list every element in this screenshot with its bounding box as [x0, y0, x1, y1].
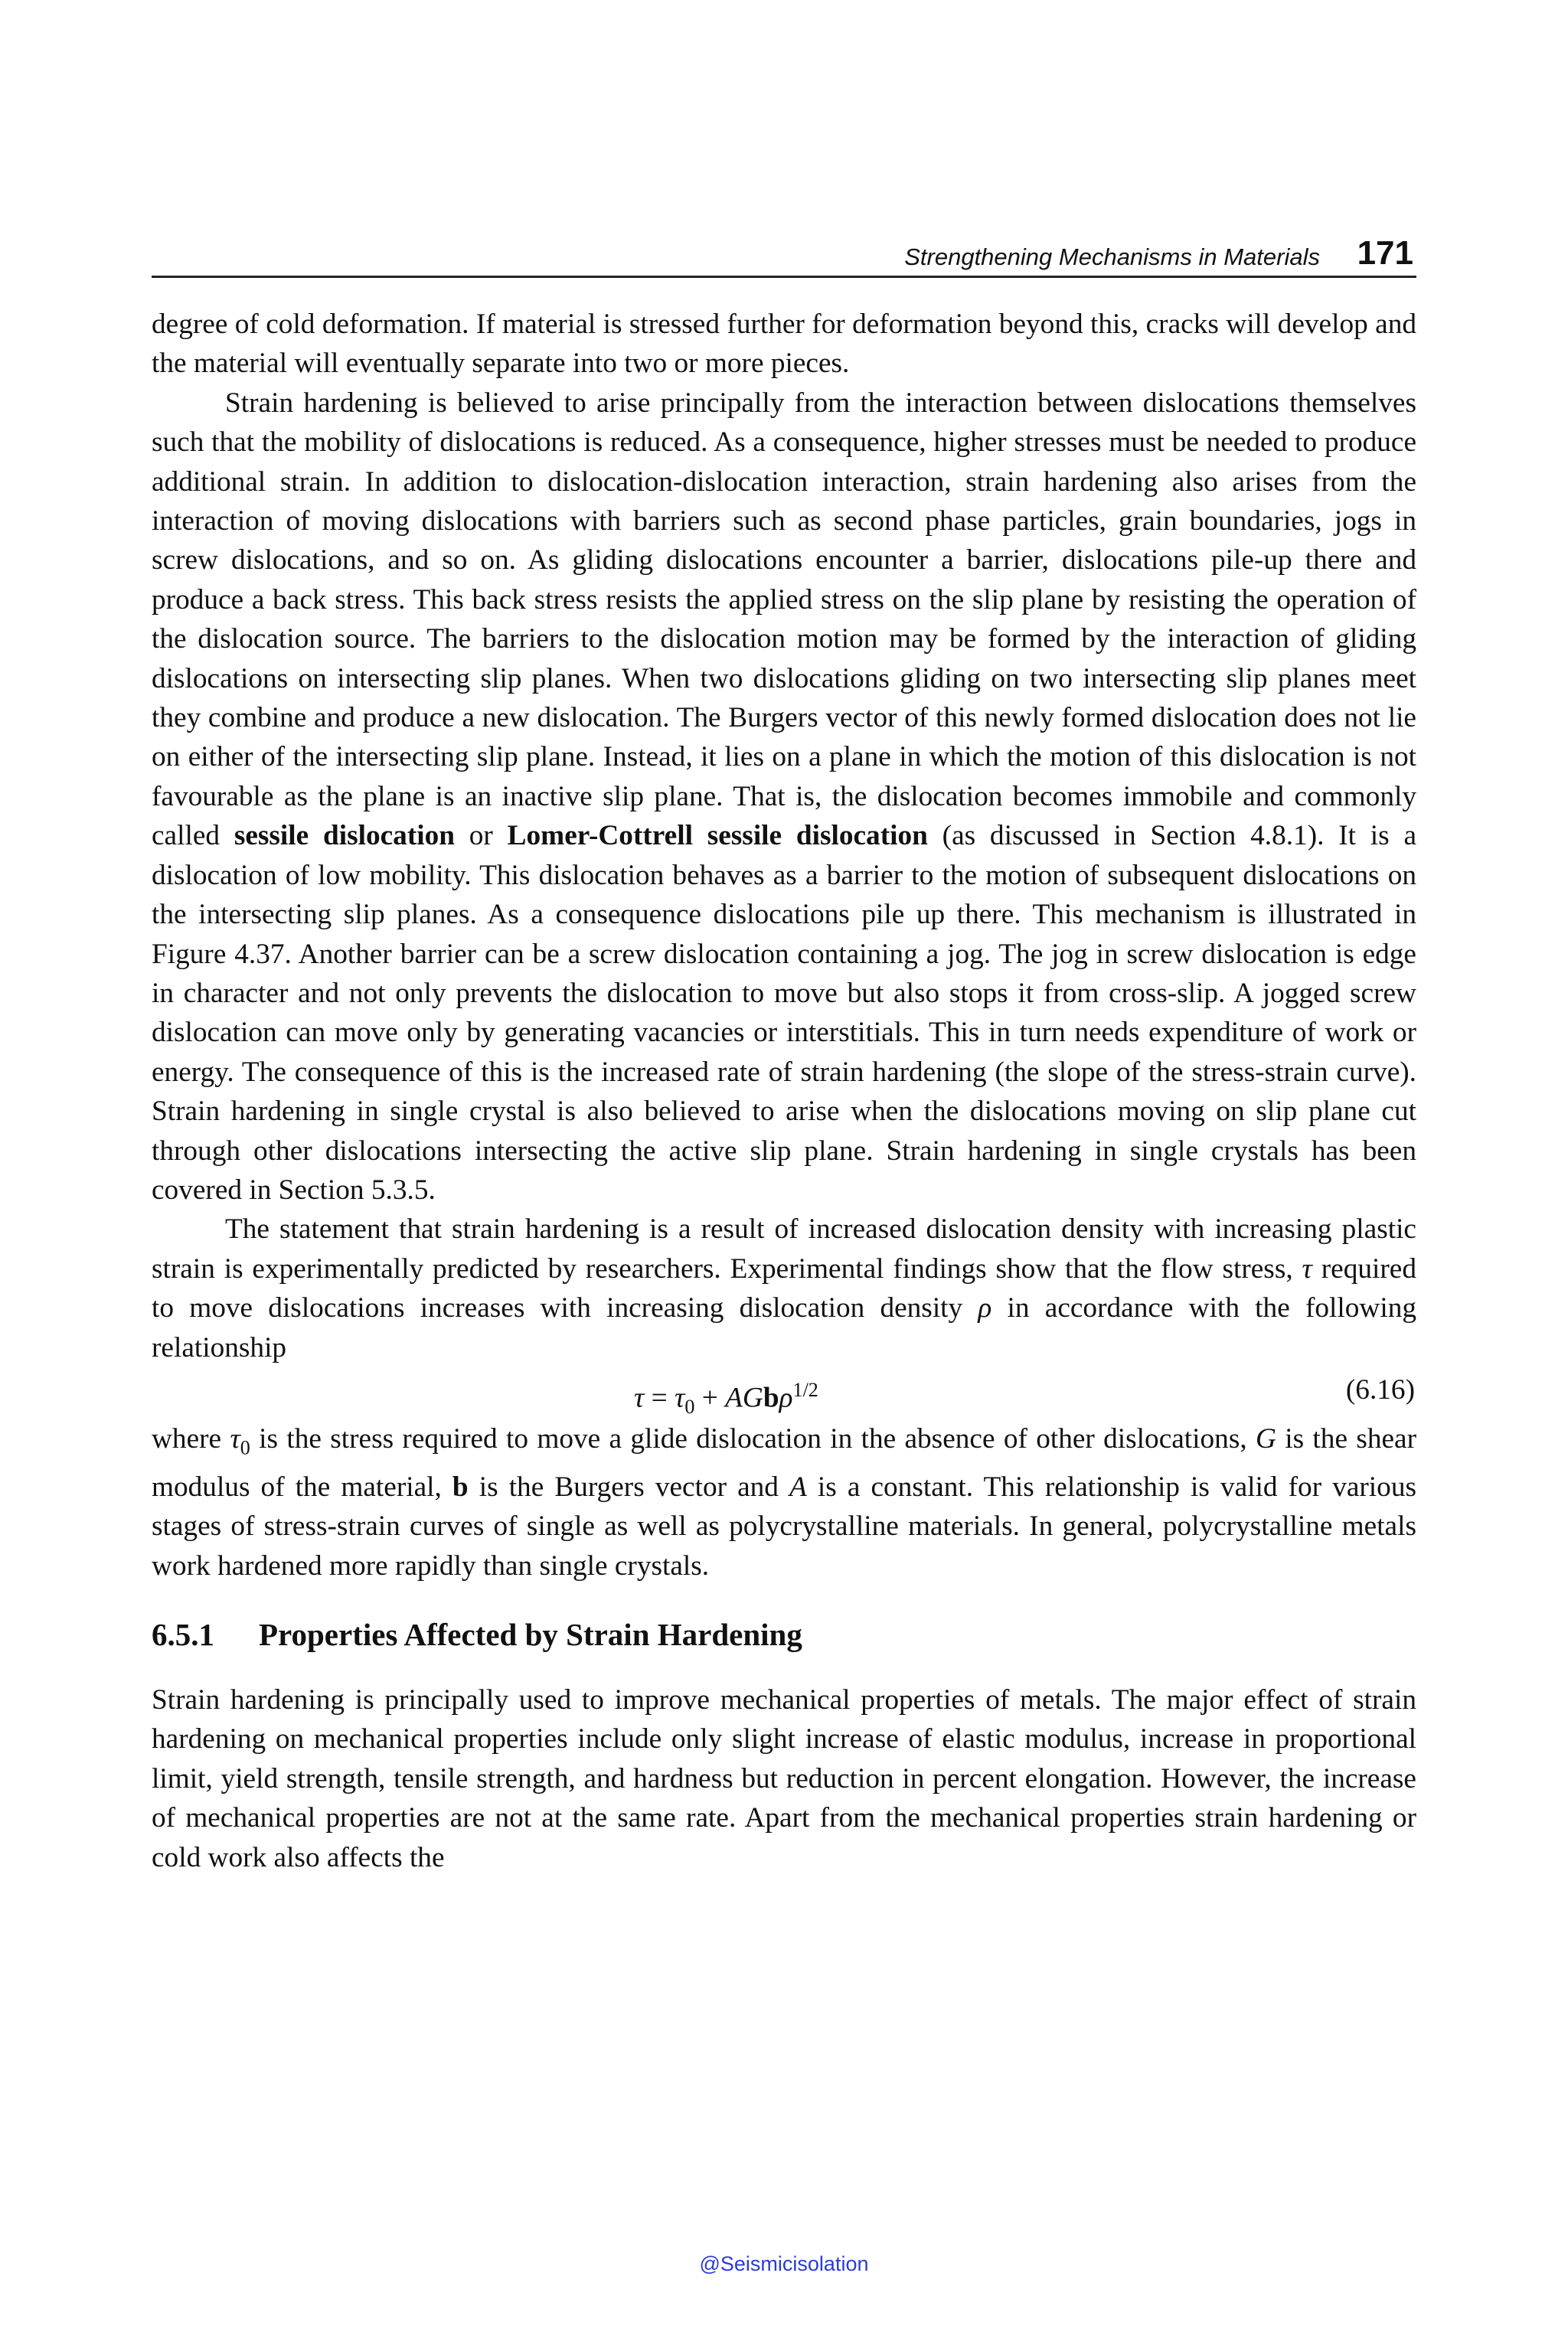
term-lomer-cottrell-dislocation: Lomer-Cottrell sessile dislocation [507, 820, 928, 852]
equation-plus: + [694, 1382, 726, 1414]
paragraph-properties: Strain hardening is principally used to improve mechanical properties of metals. The major effect of strain hardening on mechanical properties include only slight increase of elastic modulus, increase in proportional limit, yield strength, tensile strength, and hardness but reduction in percent elongation. However, the increase of mechanical properties are not at the same rate. Apart from the mechanical properties strain hardening or cold work also affects the [152, 1684, 1416, 1873]
paragraph-text: is the shear modulus of the material, [152, 1422, 1417, 1503]
symbol-tau0-subscript: 0 [240, 1436, 250, 1459]
symbol-tau0: τ [230, 1422, 240, 1455]
equation-tau0-subscript: 0 [684, 1395, 695, 1418]
section-title: Properties Affected by Strain Hardening [259, 1617, 802, 1653]
equation-equals: = [644, 1382, 675, 1414]
paragraph-text: required to move dislocations increases with increasing dislocation density [152, 1252, 1416, 1324]
paragraph-continuation: degree of cold deformation. If material is stressed further for deformation beyond this, cracks will develop and the material will eventually separate into two or more pieces. [152, 309, 1416, 380]
running-header [152, 230, 1416, 278]
paragraph-text: is the stress required to move a glide dislocation in the absence of other dislocations, [250, 1422, 1256, 1455]
equation-exponent: 1/2 [792, 1378, 818, 1401]
symbol-b: b [452, 1471, 469, 1503]
paragraph-text: in accordance with the following relationship [152, 1292, 1416, 1363]
equation-ag: AG [725, 1382, 763, 1414]
watermark: @Seismicisolation [699, 2252, 869, 2275]
symbol-tau: τ [1302, 1252, 1312, 1285]
paragraph-text: The statement that strain hardening is a result of increased dislocation density with increasing plastic strain is experimentally predicted by researchers. Experimental findings show that the flow stress, [152, 1213, 1416, 1285]
term-sessile-dislocation: sessile dislocation [234, 820, 455, 852]
symbol-g: G [1255, 1422, 1276, 1455]
paragraph-dislocation-density [152, 1210, 1416, 1367]
symbol-rho: ρ [978, 1292, 992, 1324]
equation-rho: ρ [779, 1382, 793, 1414]
symbol-a: A [789, 1471, 807, 1503]
equation-lhs: τ [634, 1382, 645, 1414]
paragraph-equation-explanation [152, 1419, 1416, 1586]
equation-burgers-vector: b [763, 1382, 779, 1414]
section-heading [152, 1615, 1416, 1654]
page-number: 171 [1357, 234, 1413, 272]
paragraph-text: or [455, 820, 508, 852]
running-header-title: Strengthening Mechanisms in Materials [904, 243, 1320, 270]
paragraph-strain-hardening-mechanism [152, 384, 1416, 1210]
equation-expression [634, 1370, 818, 1426]
paragraph-text: is a constant. This relationship is valid for various stages of stress-strain curves of single as well as polycrystalline materials. In general, polycrystalline metals work hardened more rapidly than single crystals. [152, 1471, 1416, 1582]
paragraph-text: is the Burgers vector and [468, 1471, 790, 1503]
equation-tau0: τ [675, 1382, 685, 1414]
equation-6-16 [152, 1370, 1416, 1416]
section-number: 6.5.1 [152, 1617, 214, 1653]
paragraph-text: where [152, 1422, 230, 1455]
equation-number: (6.16) [1345, 1373, 1415, 1406]
paragraph-text: Strain hardening is believed to arise principally from the interaction between dislocations themselves such that the mobility of dislocations is reduced. As a consequence, higher stresses must be needed to produce additional strain. In addition to dislocation-dislocation interaction, strain hardening also arises from the interaction of moving dislocations with barriers such as second phase particles, grain boundaries, jogs in screw dislocations, and so on. As gliding dislocations encounter a barrier, dislocations pile-up there and produce a back stress. This back stress resists the applied stress on the slip plane by resisting the operation of the dislocation source. The barriers to the dislocation motion may be formed by the interaction of gliding dislocations on intersecting slip planes. When two dislocations gliding on two intersecting slip planes meet they combine and produce a new dislocation. The Burgers vector of this newly formed dislocation does not lie on either of the intersecting slip plane. Instead, it lies on a plane in which the motion of this dislocation is not favourable as the plane is an inactive slip plane. That is, the dislocation becomes immobile and commonly called [152, 387, 1416, 852]
body-text [152, 305, 1416, 1877]
paragraph-text: (as discussed in Section 4.8.1). It is a dislocation of low mobility. This dislocation behaves as a barrier to the motion of subsequent dislocations on the intersecting slip planes. As a consequence dislocations pile up there. This mechanism is illustrated in Figure 4.37. Another barrier can be a screw dislocation containing a jog. The jog in screw dislocation is edge in character and not only prevents the dislocation to move but also stops it from cross-slip. A jogged screw dislocation can move only by generating vacancies or interstitials. This in turn needs expenditure of work or energy. The consequence of this is the increased rate of strain hardening (the slope of the stress-strain curve). Strain hardening in single crystal is also believed to arise when the dislocations moving on slip plane cut through other dislocations intersecting the active slip plane. Strain hardening in single crystals has been covered in Section 5.3.5. [152, 820, 1416, 1206]
